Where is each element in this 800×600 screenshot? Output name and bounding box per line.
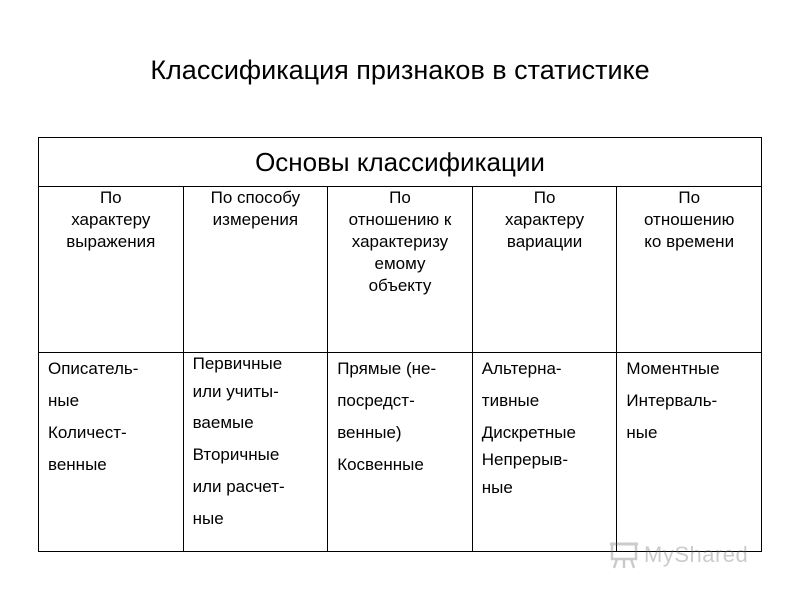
basis-line: ко времени [644,232,735,251]
type-line: Косвенные [337,455,424,474]
type-line: Альтерна- [481,359,562,378]
basis-row [39,187,762,353]
type-line: Количест- [48,423,127,442]
basis-line: измерения [212,210,299,229]
types-cell-time [617,353,762,552]
table-header: Основы классификации [39,138,762,187]
type-line: Дискретные [481,423,576,442]
type-line: посредст- [337,391,415,410]
basis-line: выражения [66,232,156,251]
types-cell-expression [39,353,184,552]
type-line: или расчет- [192,477,285,496]
table-header-row [39,138,762,187]
basis-line: По [678,188,701,207]
type-line: Описатель- [48,359,139,378]
type-line: Моментные [626,359,720,378]
basis-line: По способу [210,188,301,207]
type-line: ные [48,391,80,410]
type-line: ваемые [192,413,254,432]
type-line: венные) [337,423,402,442]
basis-line: характеру [505,210,585,229]
type-line: тивные [481,391,540,410]
types-cell-measurement [183,353,328,552]
basis-line: По [99,188,122,207]
basis-cell-measurement [183,187,328,353]
watermark [608,540,768,570]
basis-line: характеризу [351,232,449,251]
type-line: ные [626,423,658,442]
basis-line: По [533,188,556,207]
type-line: Прямые (не- [337,359,437,378]
watermark-text: MyShared [644,542,749,567]
basis-line: отношению [643,210,735,229]
basis-cell-variation [472,187,617,353]
basis-cell-object [328,187,473,353]
basis-line: объекту [368,276,432,295]
type-line: ные [192,509,224,528]
types-cell-object [328,353,473,552]
type-line: Вторичные [192,445,280,464]
basis-line: емому [374,254,426,273]
type-line: Интерваль- [626,391,718,410]
classification-table [38,137,762,552]
basis-line: отношению к [348,210,452,229]
type-line: ные [481,478,513,497]
type-line: или учиты- [192,382,279,401]
basis-cell-expression [39,187,184,353]
basis-line: характеру [71,210,151,229]
presentation-board-icon [608,540,640,570]
type-line: Непрерыв- [481,450,568,469]
type-line: венные [48,455,107,474]
page-title: Классификация признаков в статистике [150,55,650,85]
basis-line: По [389,188,411,207]
types-row [39,353,762,552]
types-cell-variation [472,353,617,552]
basis-cell-time [617,187,762,353]
type-line: Первичные [192,354,283,373]
basis-line: вариации [506,232,583,251]
